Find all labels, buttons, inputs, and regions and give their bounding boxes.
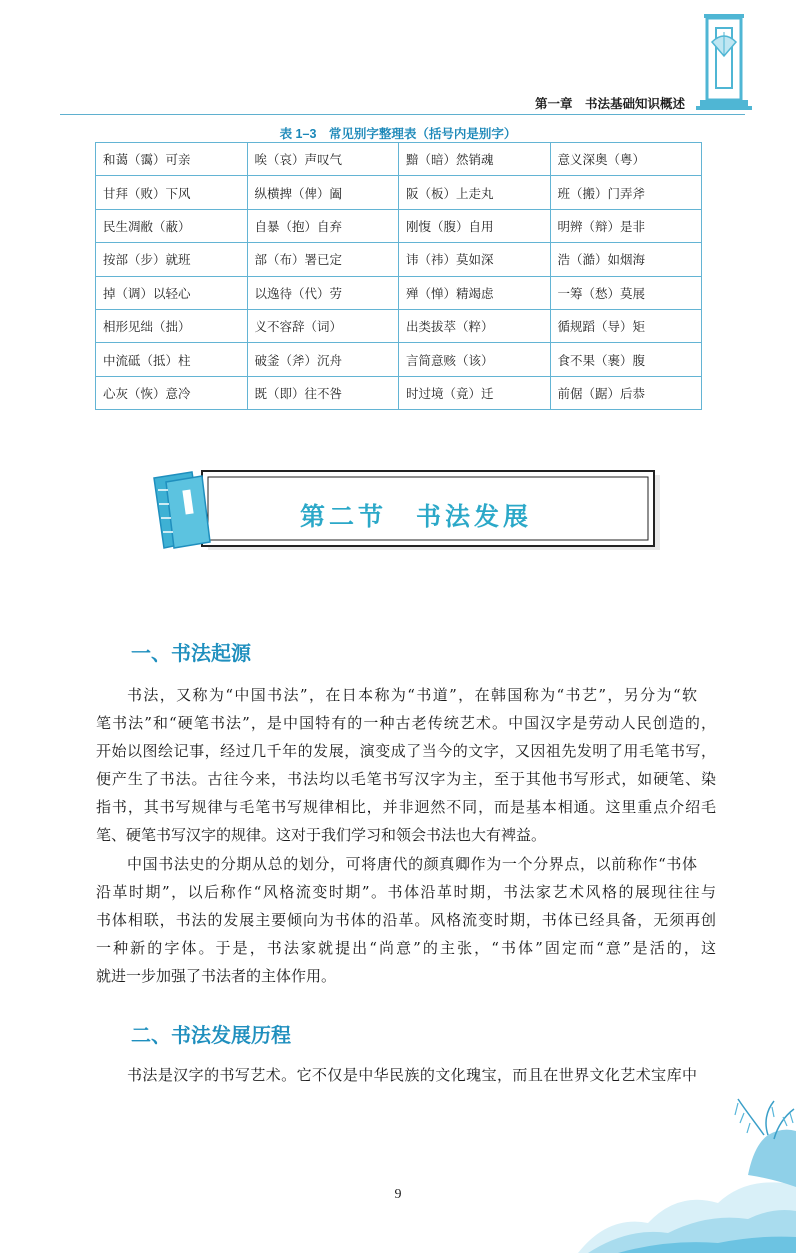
paragraph-line: 指书，其书写规律与毛笔书写规律相比，并非迥然不同，而是基本相通。这里重点介绍毛	[96, 798, 716, 816]
table-cell: 浩（澔）如烟海	[550, 243, 702, 276]
table-cell: 破釜（斧）沉舟	[247, 343, 399, 376]
table-cell: 循规蹈（导）矩	[550, 309, 702, 342]
table-cell: 出类拔萃（粹）	[399, 309, 551, 342]
table-cell: 阪（板）上走丸	[399, 176, 551, 209]
table-cell: 食不果（裹）腹	[550, 343, 702, 376]
table-cell: 纵横捭（俾）阖	[247, 176, 399, 209]
paragraph-line: 就进一步加强了书法者的主体作用。	[96, 967, 337, 985]
table-cell: 中流砥（抵）柱	[96, 343, 248, 376]
table-cell: 意义深奥（粤）	[550, 143, 702, 176]
table-cell: 唉（哀）声叹气	[247, 143, 399, 176]
table-cell: 既（即）往不咎	[247, 376, 399, 409]
book-stack-icon	[154, 472, 210, 548]
table-cell: 部（布）署已定	[247, 243, 399, 276]
paragraph-line: 中国书法史的分期从总的划分，可将唐代的颜真卿作为一个分界点，以前称作“书体	[127, 855, 697, 873]
table-row	[96, 309, 702, 342]
section-title: 第二节 书法发展	[300, 502, 533, 531]
table-caption: 表 1–3 常见别字整理表（括号内是别字）	[279, 127, 517, 141]
table-cell: 甘拜（败）下风	[96, 176, 248, 209]
paragraph-line: 开始以图绘记事，经过几千年的发展，演变成了当今的文字，又因祖先发明了用毛笔书写，	[96, 742, 716, 760]
table-row	[96, 209, 702, 242]
subsection-heading-history: 二、书法发展历程	[131, 1023, 291, 1047]
header-rule	[60, 114, 745, 115]
table-cell: 自暴（抱）自弃	[247, 209, 399, 242]
lantern-emblem-icon	[690, 12, 752, 112]
table-row	[96, 143, 702, 176]
table-cell: 前倨（踞）后恭	[550, 376, 702, 409]
table-cell: 义不容辞（词）	[247, 309, 399, 342]
paragraph-line: 沿革时期”，以后称作“风格流变时期”。书体沿革时期，书法家艺术风格的展现往往与	[96, 883, 716, 901]
table-cell: 明辨（辩）是非	[550, 209, 702, 242]
paragraph-line: 书法，又称为“中国书法”，在日本称为“书道”，在韩国称为“书艺”，另分为“软	[127, 686, 697, 704]
table-cell: 班（搬）门弄斧	[550, 176, 702, 209]
paragraph-line: 一种新的字体。于是，书法家就提出“尚意”的主张，“书体”固定而“意”是活的，这	[96, 939, 716, 957]
table-cell: 言简意赅（该）	[399, 343, 551, 376]
paragraph-line: 笔、硬笔书写汉字的规律。这对于我们学习和领会书法也大有裨益。	[96, 826, 547, 844]
table-row	[96, 176, 702, 209]
table-cell: 讳（祎）莫如深	[399, 243, 551, 276]
table-cell: 民生凋敝（蔽）	[96, 209, 248, 242]
table-row	[96, 243, 702, 276]
table-cell: 相形见绌（拙）	[96, 309, 248, 342]
page-number: 9	[394, 1187, 402, 1202]
landscape-illustration	[578, 1095, 796, 1253]
table-cell: 和蔼（霭）可亲	[96, 143, 248, 176]
subsection-heading-origin: 一、书法起源	[131, 641, 251, 665]
table-cell: 按部（步）就班	[96, 243, 248, 276]
table-cell: 刚愎（腹）自用	[399, 209, 551, 242]
paragraph-line: 便产生了书法。古往今来，书法均以毛笔书写汉字为主，至于其他书写形式，如硬笔、染	[96, 770, 716, 788]
paragraph-line: 书法是汉字的书写艺术。它不仅是中华民族的文化瑰宝，而且在世界文化艺术宝库中	[127, 1066, 697, 1084]
table-row	[96, 343, 702, 376]
table-cell: 黯（暗）然销魂	[399, 143, 551, 176]
chapter-header: 第一章 书法基础知识概述	[535, 97, 686, 111]
table-cell: 心灰（恢）意冷	[96, 376, 248, 409]
table-cell: 殚（惮）精竭虑	[399, 276, 551, 309]
table-row	[96, 376, 702, 409]
table-cell: 掉（调）以轻心	[96, 276, 248, 309]
table-row	[96, 276, 702, 309]
table-cell: 一筹（愁）莫展	[550, 276, 702, 309]
typo-table	[95, 142, 702, 410]
paragraph-line: 书体相联，书法的发展主要倾向为书体的沿革。风格流变时期，书体已经具备，无须再创	[96, 911, 716, 929]
paragraph-line: 笔书法”和“硬笔书法”，是中国特有的一种古老传统艺术。中国汉字是劳动人民创造的，	[96, 714, 716, 732]
table-cell: 时过境（竟）迁	[399, 376, 551, 409]
table-cell: 以逸待（代）劳	[247, 276, 399, 309]
